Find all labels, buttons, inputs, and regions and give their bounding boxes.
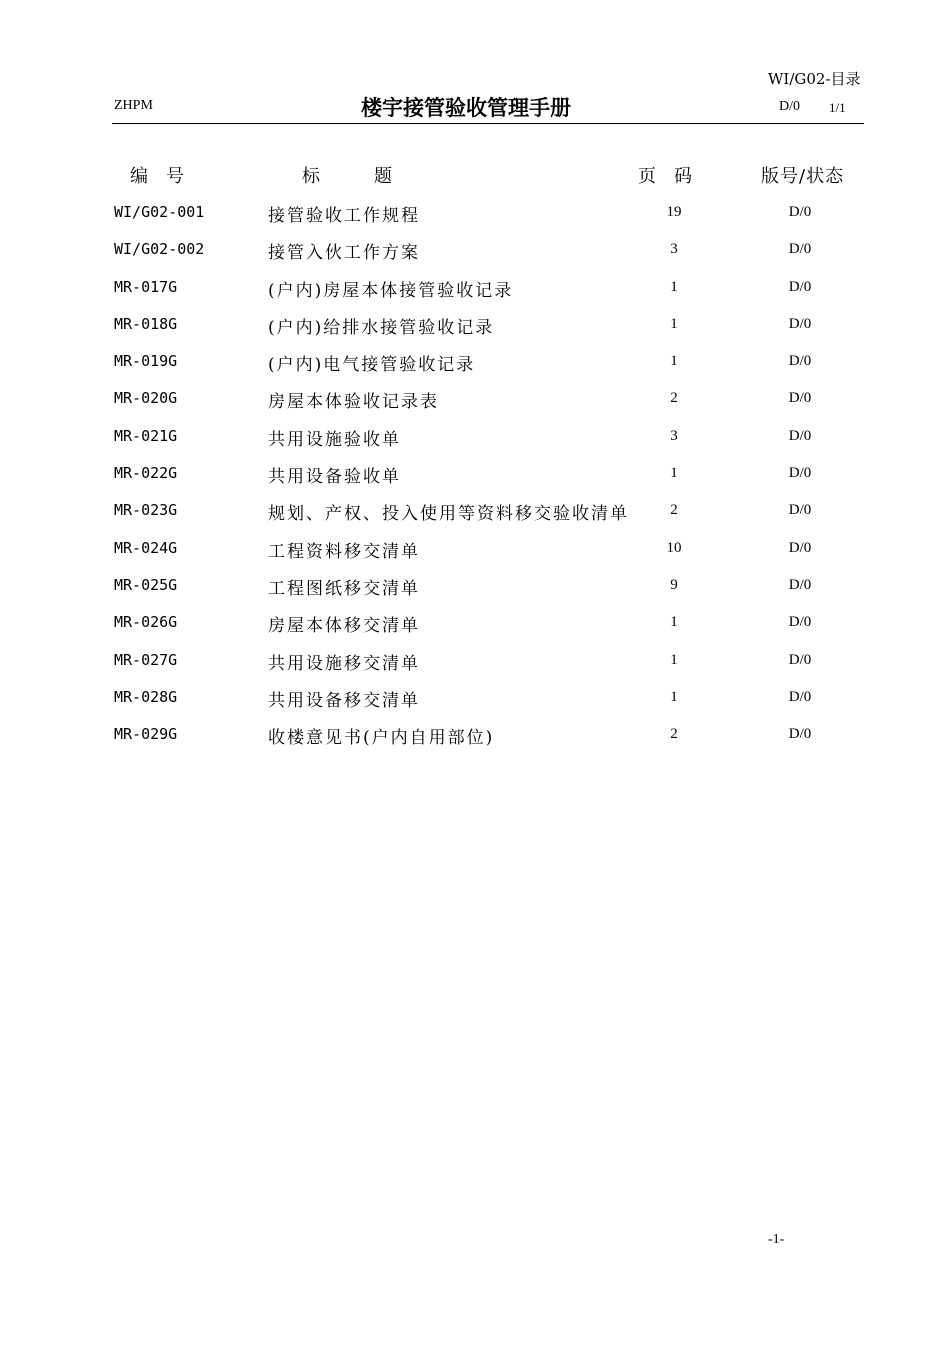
row-code: MR-023G — [114, 501, 178, 520]
toc-row — [0, 421, 950, 458]
toc-row — [0, 570, 950, 607]
toc-row — [0, 533, 950, 570]
row-code: MR-018G — [114, 314, 178, 333]
toc-row — [0, 719, 950, 756]
row-title: 收楼意见书(户内自用部位) — [268, 728, 495, 749]
row-title: 接管验收工作规程 — [268, 206, 420, 226]
page-count: 1/1 — [829, 100, 846, 115]
row-version: D/0 — [788, 651, 812, 668]
row-pages: 10 — [666, 539, 682, 556]
row-pages: 3 — [670, 427, 678, 444]
row-version: D/0 — [788, 241, 812, 258]
row-title: 规划、产权、投入使用等资料移交验收清单 — [268, 504, 629, 525]
row-code: MR-019G — [114, 352, 178, 371]
row-pages: 9 — [670, 576, 678, 593]
row-pages: 1 — [670, 278, 678, 295]
row-version: D/0 — [788, 502, 812, 519]
row-title: 共用设备验收单 — [268, 467, 401, 488]
toc-row — [0, 682, 950, 719]
row-code: MR-020G — [114, 389, 178, 408]
toc-row — [0, 309, 950, 346]
row-title: (户内)电气接管验收记录 — [268, 355, 476, 376]
row-pages: 2 — [670, 390, 678, 407]
row-code: MR-024G — [114, 538, 178, 557]
row-version: D/0 — [788, 390, 812, 407]
row-pages: 1 — [670, 353, 678, 370]
toc-row — [0, 645, 950, 682]
row-title: 工程资料移交清单 — [268, 541, 420, 562]
row-title: 房屋本体移交清单 — [268, 616, 420, 637]
row-pages: 1 — [670, 614, 678, 631]
toc-row — [0, 495, 950, 532]
page-title: 楼宇接管验收管理手册 — [361, 96, 571, 120]
row-code: MR-017G — [114, 277, 178, 296]
row-version: D/0 — [788, 315, 812, 332]
row-title: 共用设备移交清单 — [268, 690, 420, 711]
toc-row — [0, 607, 950, 644]
row-code: MR-022G — [114, 464, 178, 483]
row-pages: 1 — [670, 651, 678, 668]
row-code: MR-026G — [114, 613, 178, 632]
toc-list — [0, 197, 950, 756]
row-code: MR-027G — [114, 650, 178, 669]
row-version: D/0 — [788, 614, 812, 631]
organization-name: ZHPM — [114, 98, 153, 113]
column-header-pages: 页 码 — [638, 166, 692, 187]
row-pages: 2 — [670, 726, 678, 743]
row-title: 工程图纸移交清单 — [268, 578, 420, 599]
toc-row — [0, 383, 950, 420]
row-title: 房屋本体验收记录表 — [268, 392, 439, 413]
row-version: D/0 — [788, 204, 812, 220]
row-pages: 1 — [670, 465, 678, 482]
row-title: (户内)房屋本体接管验收记录 — [268, 280, 514, 301]
column-header-version: 版号/状态 — [761, 166, 845, 187]
row-pages: 3 — [670, 241, 678, 258]
row-version: D/0 — [788, 465, 812, 482]
document-version: D/0 — [779, 99, 800, 114]
row-pages: 19 — [666, 204, 682, 220]
row-version: D/0 — [788, 576, 812, 593]
column-header-title: 标 题 — [302, 166, 392, 187]
row-version: D/0 — [788, 353, 812, 370]
row-title: 接管入伙工作方案 — [268, 243, 420, 264]
header-divider — [112, 123, 864, 124]
toc-row — [0, 272, 950, 309]
toc-row — [0, 458, 950, 495]
row-pages: 1 — [670, 688, 678, 705]
row-code: MR-028G — [114, 687, 178, 706]
toc-row — [0, 346, 950, 383]
row-pages: 1 — [670, 315, 678, 332]
row-pages: 2 — [670, 502, 678, 519]
row-version: D/0 — [788, 427, 812, 444]
row-version: D/0 — [788, 278, 812, 295]
row-title: 共用设施移交清单 — [268, 653, 420, 674]
row-title: 共用设施验收单 — [268, 429, 401, 450]
row-code: MR-029G — [114, 725, 178, 744]
row-code: MR-021G — [114, 426, 178, 445]
document-code: WI/G02-目录 — [768, 70, 861, 88]
row-code: WI/G02-001 — [114, 203, 205, 221]
row-version: D/0 — [788, 688, 812, 705]
column-header-code: 编 号 — [130, 166, 184, 187]
row-version: D/0 — [788, 726, 812, 743]
toc-row — [0, 234, 950, 271]
row-version: D/0 — [788, 539, 812, 556]
toc-row — [0, 197, 950, 234]
row-code: MR-025G — [114, 575, 178, 594]
row-code: WI/G02-002 — [114, 240, 205, 259]
page-number: -1- — [768, 1232, 785, 1247]
row-title: (户内)给排水接管验收记录 — [268, 317, 495, 338]
